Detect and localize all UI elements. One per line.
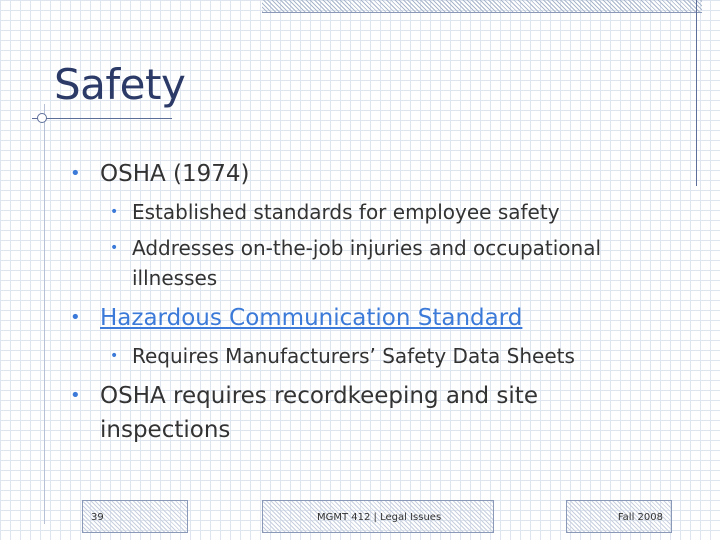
sub-bullet-text: Requires Manufacturers’ Safety Data Sheets	[132, 344, 575, 368]
bullet-dot-icon: •	[70, 163, 81, 184]
bullet-text: OSHA requires recordkeeping and site	[100, 383, 538, 409]
sub-bullet-dot-icon: •	[110, 348, 119, 364]
sub-bullet-dot-icon: •	[110, 240, 119, 256]
sub-bullet-dot-icon: •	[110, 204, 119, 220]
sub-bullet-text: illnesses	[132, 266, 218, 290]
footer-course-box	[262, 500, 494, 533]
title-vertical-rule	[44, 104, 45, 524]
page-number: 39	[91, 512, 104, 523]
sub-bullet-text: Addresses on-the-job injuries and occupational	[132, 236, 602, 260]
bullet-dot-icon: •	[70, 307, 81, 328]
bullet-dot-icon: •	[70, 385, 81, 406]
term-label: Fall 2008	[617, 512, 663, 523]
right-decorative-rule	[696, 0, 697, 186]
title-ring-marker	[37, 113, 47, 123]
slide-title: Safety	[54, 60, 186, 109]
title-underline	[32, 118, 172, 119]
course-label: MGMT 412 | Legal Issues	[317, 512, 442, 523]
top-decorative-band	[262, 0, 702, 13]
bullet-text: inspections	[100, 417, 231, 443]
bullet-text: OSHA (1974)	[100, 161, 250, 187]
hazcom-link[interactable]: Hazardous Communication Standard	[100, 305, 523, 331]
footer-term-box	[566, 500, 672, 533]
sub-bullet-text: Established standards for employee safety	[132, 200, 560, 224]
footer-page-box	[82, 500, 188, 533]
